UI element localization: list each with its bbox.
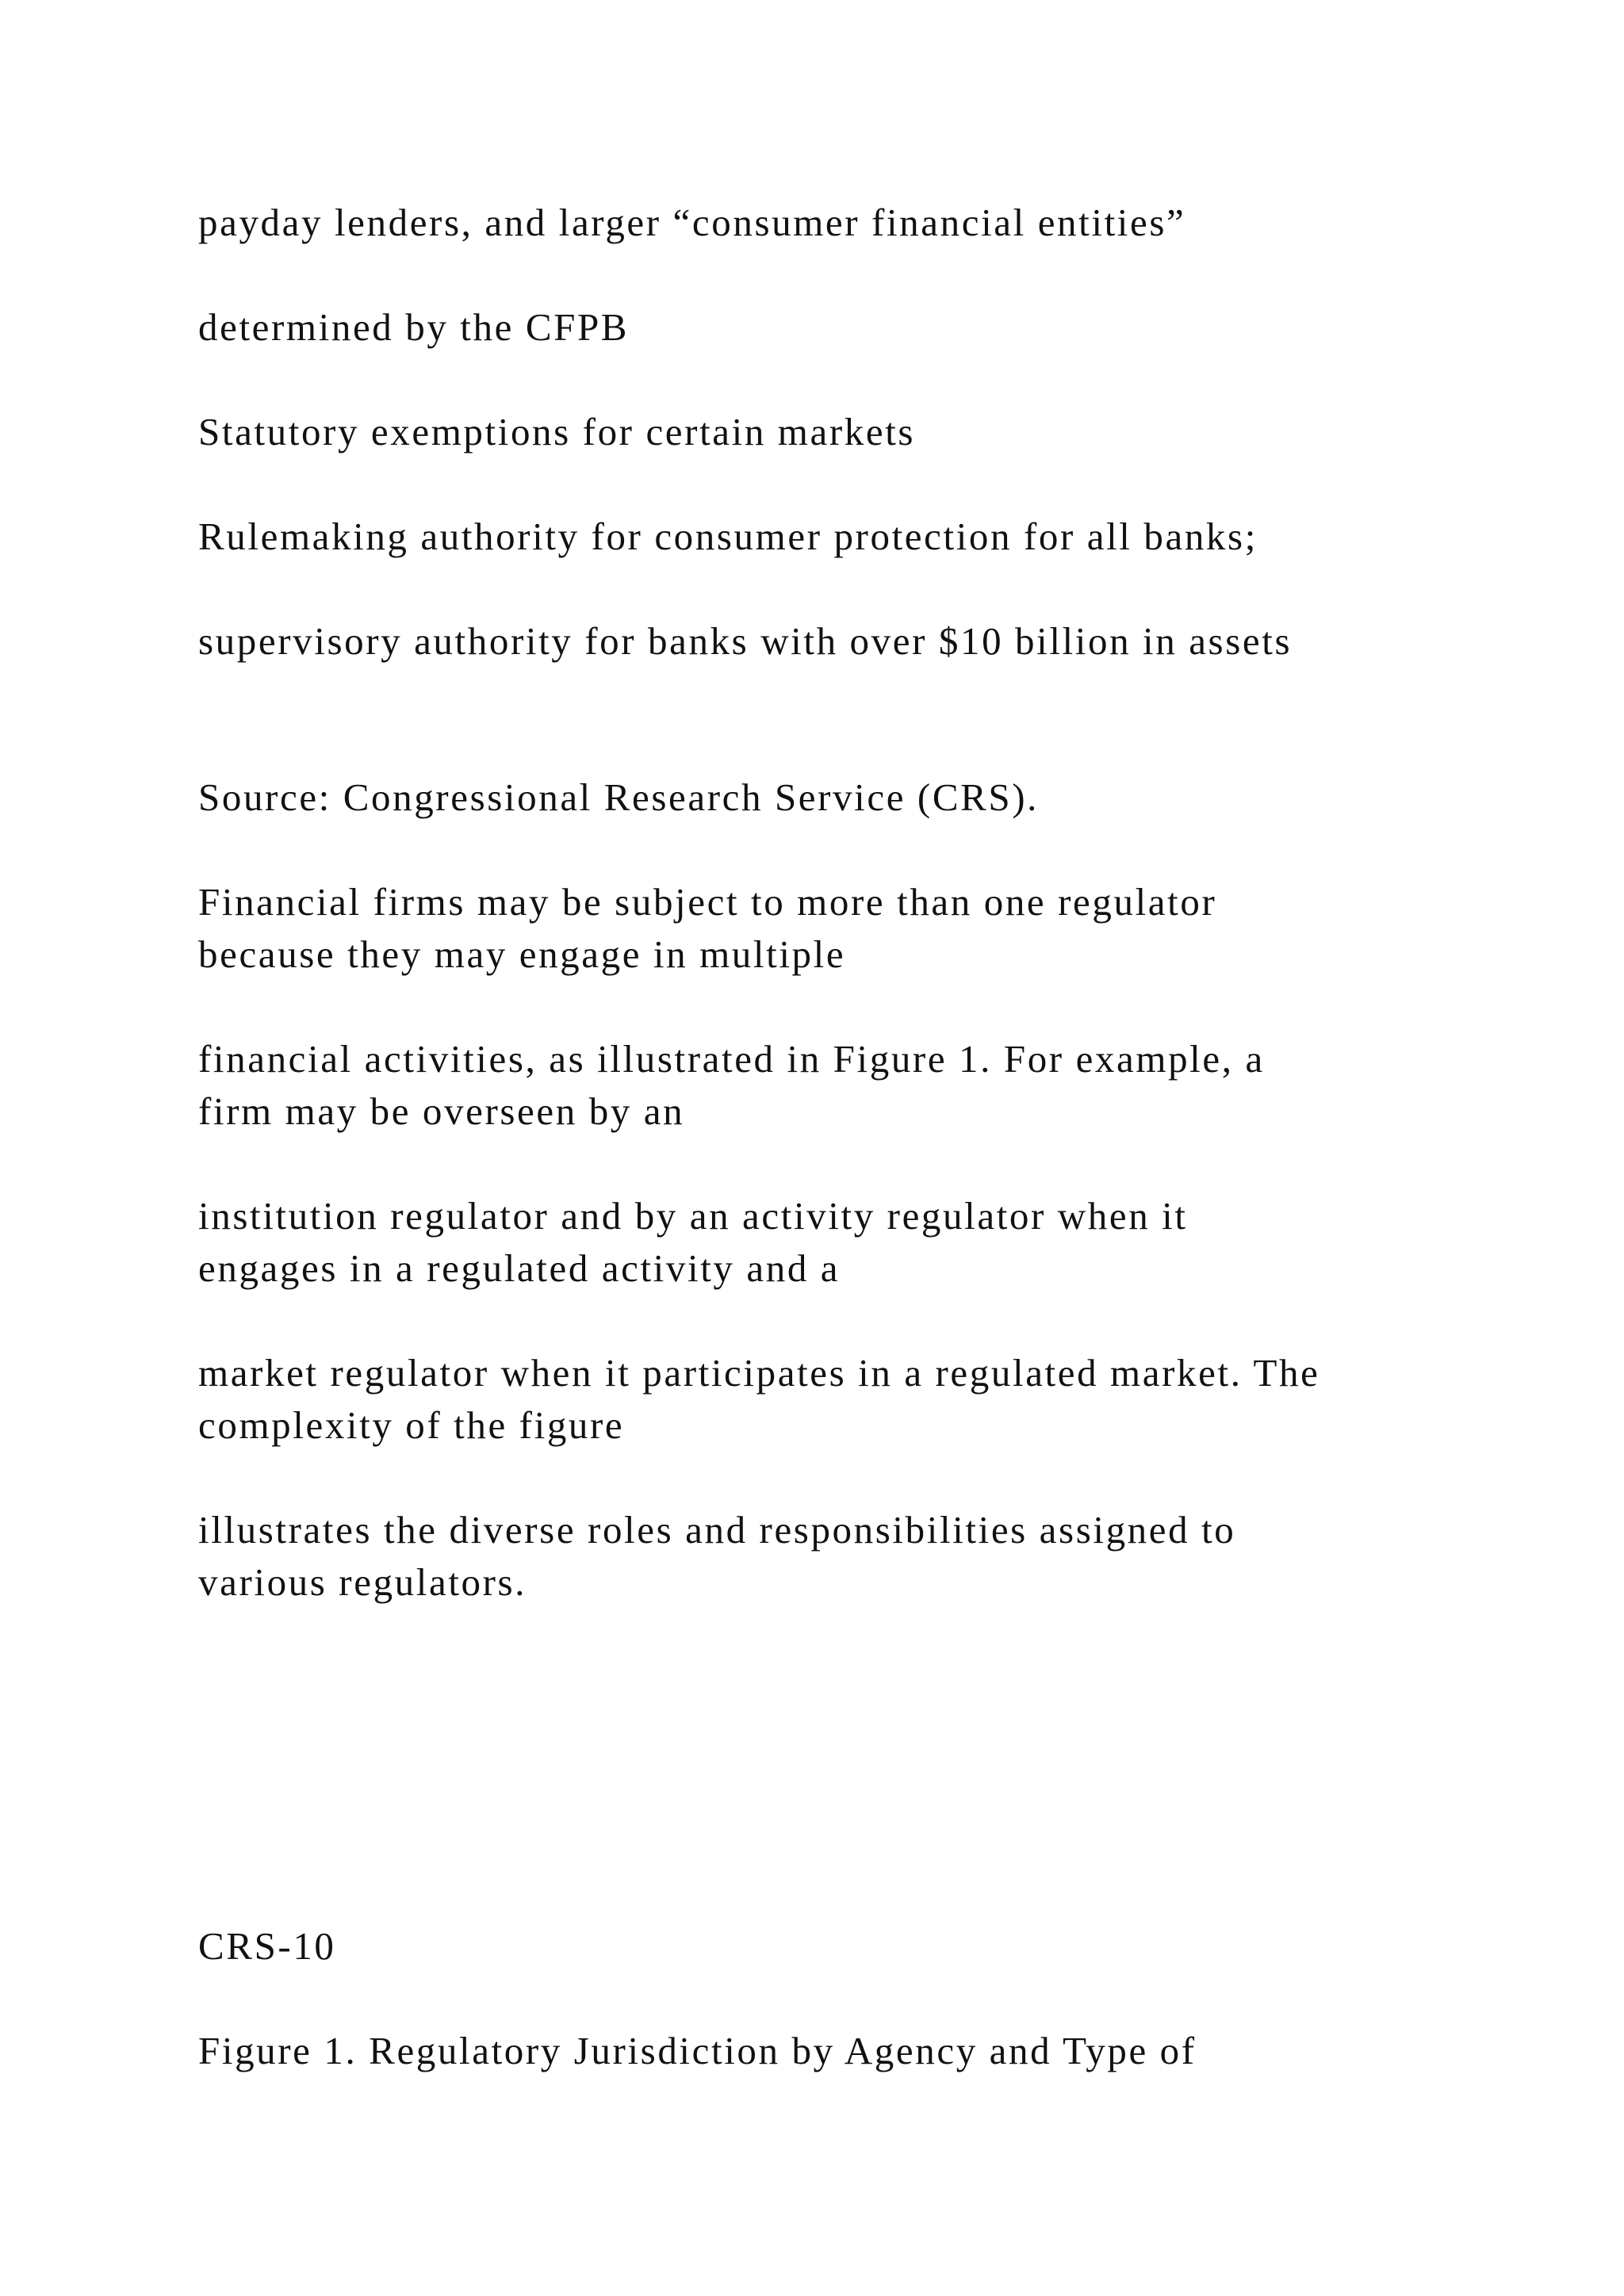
source-note: Source: Congressional Research Service (CRS).: [198, 775, 1040, 819]
figure-caption: Figure 1. Regulatory Jurisdiction by Agency and Type of: [198, 2029, 1197, 2072]
table-cell-text-line: supervisory authority for banks with over $10 billion in assets: [198, 619, 1293, 663]
table-cell-text-line: payday lenders, and larger “consumer financial entities”: [198, 201, 1186, 244]
paragraph-line: engages in a regulated activity and a: [198, 1246, 841, 1290]
table-cell-text-line: determined by the CFPB: [198, 305, 630, 349]
paragraph-line: financial activities, as illustrated in Figure 1. For example, a: [198, 1037, 1265, 1081]
paragraph-line: firm may be overseen by an: [198, 1089, 685, 1133]
page-number: CRS-10: [198, 1924, 336, 1968]
table-cell-text-line: Rulemaking authority for consumer protection for all banks;: [198, 515, 1258, 558]
paragraph-line: illustrates the diverse roles and responsibilities assigned to: [198, 1508, 1236, 1552]
paragraph-line: complexity of the figure: [198, 1403, 625, 1447]
paragraph-line: institution regulator and by an activity regulator when it: [198, 1194, 1188, 1238]
table-cell-text-line: Statutory exemptions for certain markets: [198, 410, 916, 453]
paragraph-line: because they may engage in multiple: [198, 932, 846, 976]
paragraph-line: Financial firms may be subject to more than one regulator: [198, 880, 1217, 924]
paragraph-line: various regulators.: [198, 1560, 527, 1604]
paragraph-line: market regulator when it participates in a regulated market. The: [198, 1351, 1320, 1395]
